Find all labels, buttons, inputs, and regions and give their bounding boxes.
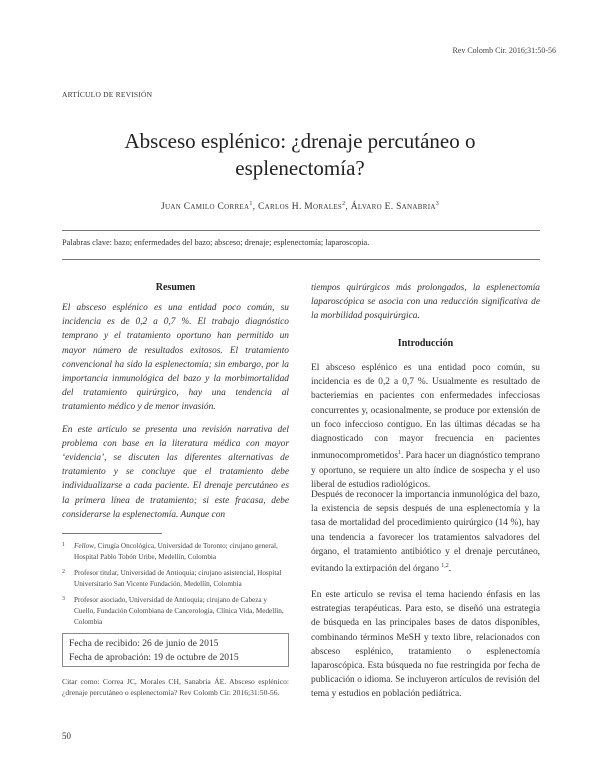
- footnotes: [62, 541, 289, 633]
- received-date: Fecha de recibido: 26 de junio de 2015: [69, 638, 219, 649]
- abstract-body: [62, 301, 289, 522]
- footnote: [62, 568, 289, 589]
- author-affiliation-number: 3: [435, 201, 439, 207]
- introduction-paragraph-2: [311, 488, 540, 576]
- keywords-bottom-rule: [62, 259, 540, 260]
- title-line-1: Absceso esplénico: ¿drenaje percutáneo o: [124, 129, 476, 153]
- journal-reference: Rev Colomb Cir. 2016;31:50-56: [452, 46, 556, 55]
- abstract-paragraph-1: El absceso esplénico es una entidad poco común, su incidencia es de 0,2 a 0,7 %. El trabajo diagnóstico temprano y el tratamiento oportuno han permitido un mayor número de resultados exitosos. El tratamiento convencional ha sido la esplenectomía; sin embargo, por la importancia inmunológica del bazo y la morbimortalidad del tratamiento quirúrgico, hay una tendencia al tratamiento médico y de menor invasión.: [62, 303, 289, 413]
- abstract-section: [62, 282, 289, 530]
- author-affiliation-number: 1: [249, 201, 253, 207]
- title-line-2: esplenectomía?: [235, 156, 365, 180]
- keywords: Palabras clave: bazo; enfermedades del bazo; absceso; drenaje; esplenectomía; laparoscopia.: [62, 238, 370, 247]
- section-label: ARTÍCULO DE REVISIÓN: [62, 90, 153, 99]
- footnote-number: 1: [62, 542, 65, 548]
- abstract-heading: Resumen: [155, 282, 196, 293]
- footnote-role: Fellow: [74, 542, 94, 550]
- paragraph-text: . Para hacer un diagnóstico temprano y oportuno, se requiere un alto índice de sospecha y el uso liberal de estudios radiológicos.: [311, 451, 540, 490]
- footnote-text: Profesor titular, Universidad de Antioquia; cirujano asistencial, Hospital Universitario San Vicente Fundación, Medellín, Colombia: [74, 569, 282, 588]
- footnote: [62, 595, 289, 627]
- abstract-paragraph-2: En este artículo se presenta una revisión narrativa del problema con base en la literatura médica con mayor ‘evidencia’, se discuten las diferentes alternativas de tratamiento y se concluye que el tratamiento debe individualizarse a cada paciente. El drenaje percutáneo es la primera línea de tratamiento; si este fracasa, debe considerarse la esplenectomía. Aunque con: [62, 424, 289, 520]
- keywords-top-rule: [62, 230, 540, 231]
- paragraph-text: El absceso esplénico es una entidad poco común, su incidencia es de 0,2 a 0,7 %. Usualmente es resultado de bacteriemias en pacientes con enfermedades infecciosas concurrentes y, ocasionalmente, se produce por extensión de un foco infeccioso contiguo. En las últimas décadas se ha diagnosticado con mayor frecuencia en pacientes inmunocomprometidos: [311, 363, 540, 462]
- author-affiliation-number: 2: [342, 201, 346, 207]
- article-title: [60, 128, 540, 182]
- footnote-text: Profesor asociado, Universidad de Antioquia; cirujano de Cabeza y Cuello, Fundación Colombiana de Cancerología, Clínica Vida, Medellín, Colombia: [74, 596, 284, 626]
- introduction-paragraph-1: [311, 361, 540, 492]
- paragraph-text: Después de reconocer la importancia inmunológica del bazo, la existencia de sepsis después de una esplenectomía y la tasa de mortalidad del procedimiento quirúrgico (14 %), hay una tendencia a favorecer los tratamientos salvadores del órgano, el tratamiento antibiótico y el drenaje percutáneo, evitando la extirpación del órgano: [311, 490, 540, 575]
- author-name: Álvaro E. Sanabria: [350, 202, 436, 213]
- dates-box: [62, 633, 289, 667]
- reference-number: 1: [397, 450, 401, 457]
- author-name: Carlos H. Morales: [258, 202, 343, 213]
- introduction-paragraph-3: [311, 588, 540, 702]
- footnote-text: , Cirugía Oncológica, Universidad de Toronto; cirujano general, Hospital Pablo Tobón Uribe, Medellín, Colombia: [74, 542, 278, 561]
- footnote: [62, 541, 289, 562]
- footnote-rule: [62, 533, 162, 534]
- footnote-number: 2: [62, 569, 65, 576]
- paragraph-text: En este artículo se revisa el tema haciendo énfasis en las estrategias terapéuticas. Para esto, se diseñó una estrategia de búsqueda en las principales bases de datos disponibles, combinando términos MeSH y texto libre, relacionados con absceso esplénico, tratamiento o esplenectomía laparoscópica. Esta búsqueda no fue restringida por fecha de publicación o idioma. Se incluyeron artículos de revisión del tema y estudios en población pediátrica.: [311, 590, 540, 700]
- introduction-heading: Introducción: [397, 338, 454, 349]
- page-number: 50: [62, 731, 71, 741]
- footnote-number: 3: [62, 596, 65, 603]
- citation: Citar como: Correa JC, Morales CH, Sanabria ÁE. Absceso esplénico: ¿drenaje percutáneo o esplenectomía? Rev Colomb Cir. 2016;31:50-56.: [62, 677, 289, 697]
- paragraph-text: .: [448, 564, 452, 575]
- approved-date: Fecha de aprobación: 19 de octubre de 2015: [69, 652, 239, 663]
- reference-number: 1,2: [441, 563, 449, 570]
- abstract-continuation: tiempos quirúrgicos más prolongados, la esplenectomía laparoscópica se asocia con una reducción significativa de la morbilidad posquirúrgica.: [311, 283, 540, 322]
- author-name: Juan Camilo Correa: [161, 202, 250, 213]
- author-list: Juan Camilo Correa$^1$, Carlos H. Morales$^2$, Álvaro E. Sanabria$^3$: [161, 201, 439, 213]
